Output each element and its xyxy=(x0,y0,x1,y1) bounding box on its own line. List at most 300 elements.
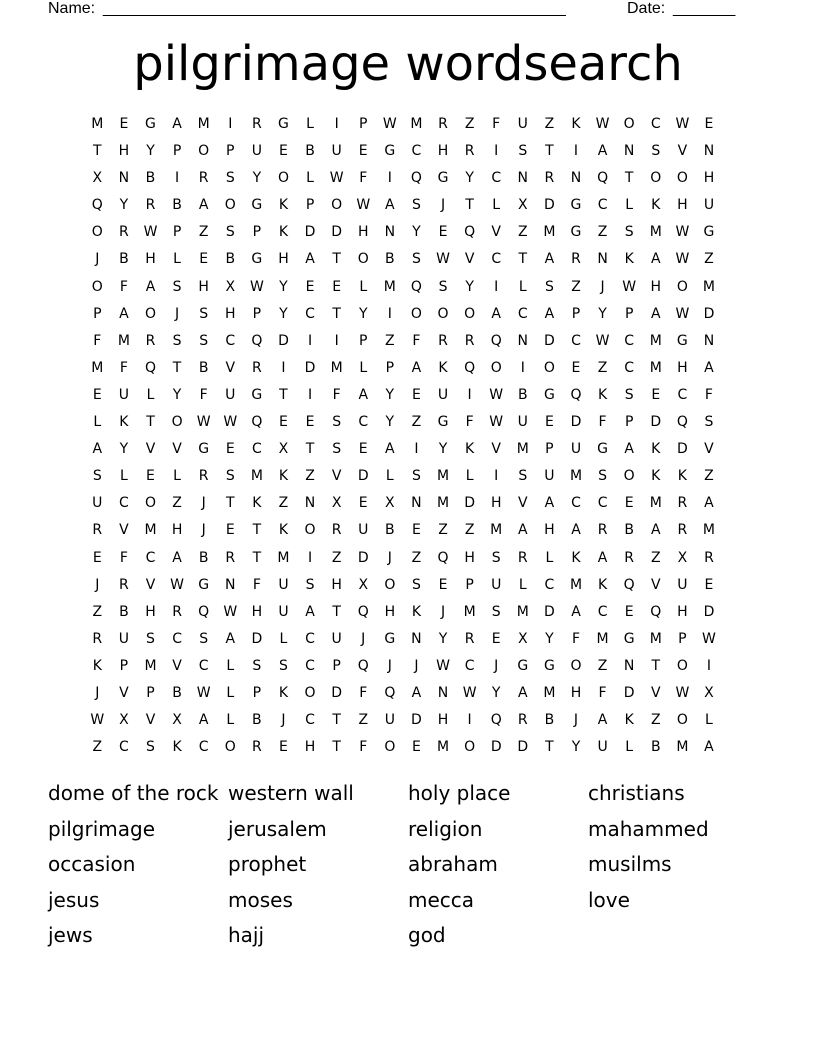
grid-letter: C xyxy=(544,576,555,593)
grid-letter: M xyxy=(702,278,715,295)
grid-letter: G xyxy=(676,332,688,349)
grid-letter: R xyxy=(597,522,608,539)
grid-letter: S xyxy=(438,278,448,295)
grid-letter: R xyxy=(704,549,714,566)
grid-letter: K xyxy=(172,739,182,756)
grid-letter: P xyxy=(571,305,581,322)
grid-letter: P xyxy=(359,332,368,349)
grid-letter: G xyxy=(198,441,210,458)
grid-letter: J xyxy=(387,657,392,674)
grid-letter: E xyxy=(491,630,501,647)
grid-letter: V xyxy=(677,143,688,160)
grid-letter: C xyxy=(119,495,129,512)
grid-letter: M xyxy=(436,739,450,756)
grid-letter: L xyxy=(306,116,314,132)
grid-letter: Z xyxy=(464,116,475,132)
grid-letter: S xyxy=(411,576,421,593)
grid-letter: V xyxy=(145,576,156,593)
grid-letter: G xyxy=(623,630,635,647)
grid-letter: S xyxy=(518,468,528,485)
grid-letter: P xyxy=(252,305,262,322)
grid-letter: M xyxy=(250,468,263,485)
grid-letter: E xyxy=(411,522,421,539)
grid-letter: R xyxy=(517,549,528,566)
grid-letter: P xyxy=(305,197,315,214)
grid-letter: R xyxy=(438,116,448,132)
grid-letter: Y xyxy=(465,170,474,187)
grid-letter: U xyxy=(225,386,236,403)
grid-letter: S xyxy=(332,414,342,431)
grid-letter: X xyxy=(358,576,369,593)
date-label: Date: xyxy=(627,0,666,17)
grid-letter: G xyxy=(251,197,263,214)
grid-letter: R xyxy=(251,116,262,132)
grid-letter: E xyxy=(92,549,102,566)
grid-letter: A xyxy=(411,684,422,701)
grid-letter: L xyxy=(146,386,155,403)
grid-letter: N xyxy=(411,495,422,512)
grid-letter: T xyxy=(332,712,341,729)
word-list-item: jews xyxy=(48,923,93,948)
grid-letter: T xyxy=(332,251,341,268)
grid-letter: R xyxy=(145,332,156,349)
word-list-item: love xyxy=(588,887,630,912)
grid-letter: R xyxy=(198,170,209,187)
grid-letter: A xyxy=(544,495,555,512)
grid-letter: C xyxy=(358,414,369,431)
grid-letter: I xyxy=(307,386,313,403)
grid-letter: O xyxy=(410,305,422,322)
grid-letter: A xyxy=(172,549,182,566)
grid-letter: C xyxy=(172,630,182,647)
grid-letter: V xyxy=(331,468,342,485)
grid-letter: D xyxy=(278,332,289,349)
grid-letter: J xyxy=(201,495,206,512)
grid-letter: Y xyxy=(438,630,448,647)
grid-letter: K xyxy=(278,224,289,241)
grid-letter: V xyxy=(119,522,129,539)
grid-letter: K xyxy=(438,359,448,376)
grid-letter: B xyxy=(385,522,395,539)
grid-letter: E xyxy=(225,522,235,539)
grid-letter: W xyxy=(675,251,690,268)
grid-letter: K xyxy=(278,684,289,701)
grid-letter: T xyxy=(146,414,155,431)
grid-letter: D xyxy=(676,441,688,458)
grid-letter: S xyxy=(491,603,501,620)
grid-letter: N xyxy=(304,495,316,512)
grid-letter: F xyxy=(119,278,128,295)
grid-letter: A xyxy=(518,522,528,539)
grid-letter: A xyxy=(225,630,236,647)
grid-letter: F xyxy=(492,116,501,132)
grid-letter: F xyxy=(119,359,128,376)
grid-letter: O xyxy=(676,170,688,187)
grid-letter: O xyxy=(623,116,635,132)
grid-letter: A xyxy=(518,684,528,701)
grid-letter: U xyxy=(331,630,342,647)
grid-letter: U xyxy=(703,197,715,214)
grid-letter: K xyxy=(92,657,102,674)
grid-letter: S xyxy=(624,224,634,241)
grid-letter: P xyxy=(119,657,129,674)
grid-letter: W xyxy=(436,657,450,674)
grid-letter: Y xyxy=(146,143,155,160)
grid-letter: Z xyxy=(571,278,581,295)
grid-letter: S xyxy=(624,386,634,403)
grid-letter: J xyxy=(175,305,180,322)
grid-letter: L xyxy=(173,251,181,268)
grid-letter: D xyxy=(623,684,635,701)
grid-letter: V xyxy=(518,495,528,512)
grid-letter: G xyxy=(597,441,608,458)
grid-letter: H xyxy=(331,576,342,593)
word-list-item: prophet xyxy=(228,852,307,877)
grid-letter: G xyxy=(278,116,289,132)
grid-letter: R xyxy=(571,251,581,268)
grid-letter: W xyxy=(436,251,450,268)
word-list-item: abraham xyxy=(408,852,498,877)
grid-letter: D xyxy=(544,332,555,349)
grid-letter: M xyxy=(144,522,157,539)
grid-letter: T xyxy=(252,549,262,566)
grid-letter: Z xyxy=(198,224,209,241)
grid-letter: Q xyxy=(650,603,662,620)
grid-letter: N xyxy=(517,332,529,349)
grid-letter: D xyxy=(304,224,316,241)
grid-letter: B xyxy=(172,684,182,701)
grid-letter: T xyxy=(332,305,341,322)
grid-letter: O xyxy=(357,251,369,268)
grid-letter: C xyxy=(145,549,156,566)
grid-letter: T xyxy=(305,441,315,458)
grid-letter: R xyxy=(119,576,129,593)
grid-letter: Y xyxy=(438,441,448,458)
grid-letter: M xyxy=(436,468,450,485)
grid-letter: G xyxy=(517,657,529,674)
grid-letter: F xyxy=(598,414,607,431)
grid-letter: E xyxy=(305,414,315,431)
grid-letter: U xyxy=(544,468,555,485)
grid-letter: B xyxy=(252,712,262,729)
grid-letter: D xyxy=(251,630,263,647)
grid-letter: Y xyxy=(279,278,288,295)
grid-letter: B xyxy=(172,197,182,214)
grid-letter: K xyxy=(624,251,634,268)
grid-letter: D xyxy=(570,414,582,431)
grid-letter: R xyxy=(677,495,688,512)
grid-letter: T xyxy=(545,143,554,160)
grid-letter: L xyxy=(545,549,554,566)
grid-letter: P xyxy=(678,630,687,647)
grid-letter: I xyxy=(414,441,419,458)
grid-letter: C xyxy=(597,495,608,512)
grid-letter: I xyxy=(175,170,180,187)
grid-letter: U xyxy=(570,441,582,458)
grid-letter: J xyxy=(387,549,392,566)
grid-letter: I xyxy=(494,468,499,485)
grid-letter: L xyxy=(359,359,368,376)
grid-letter: M xyxy=(490,522,503,539)
grid-letter: R xyxy=(544,170,555,187)
grid-letter: Q xyxy=(251,332,263,349)
grid-letter: W xyxy=(223,414,238,431)
grid-letter: F xyxy=(359,170,368,187)
word-list-item: mecca xyxy=(408,887,475,912)
grid-letter: I xyxy=(228,116,233,132)
grid-letter: C xyxy=(517,305,528,322)
grid-letter: W xyxy=(489,414,504,431)
header-line xyxy=(48,0,748,20)
grid-letter: O xyxy=(676,712,688,729)
grid-letter: Q xyxy=(198,603,210,620)
grid-letter: W xyxy=(675,684,690,701)
grid-letter: K xyxy=(278,197,289,214)
grid-letter: X xyxy=(92,170,103,187)
grid-letter: F xyxy=(704,386,713,403)
grid-letter: E xyxy=(438,224,448,241)
grid-letter: M xyxy=(649,224,662,241)
grid-letter: Q xyxy=(490,712,502,729)
grid-letter: N xyxy=(225,576,236,593)
grid-letter: N xyxy=(517,170,529,187)
grid-letter: V xyxy=(650,684,661,701)
grid-letter: T xyxy=(252,522,262,539)
grid-letter: T xyxy=(518,251,528,268)
grid-letter: M xyxy=(702,522,715,539)
grid-letter: J xyxy=(440,197,446,214)
grid-letter: O xyxy=(198,143,210,160)
grid-letter: R xyxy=(92,522,103,539)
grid-letter: S xyxy=(598,468,608,485)
grid-letter: U xyxy=(251,143,262,160)
grid-letter: D xyxy=(544,197,555,214)
grid-letter: B xyxy=(544,712,555,729)
grid-letter: H xyxy=(384,603,396,620)
grid-letter: A xyxy=(172,116,182,132)
grid-letter: I xyxy=(467,386,472,403)
grid-letter: U xyxy=(677,576,688,593)
grid-letter: H xyxy=(118,143,130,160)
grid-letter: A xyxy=(650,305,661,322)
grid-letter: E xyxy=(651,386,661,403)
grid-letter: P xyxy=(172,143,182,160)
grid-letter: W xyxy=(462,684,477,701)
grid-letter: A xyxy=(544,305,555,322)
grid-letter: M xyxy=(596,630,609,647)
grid-letter: Z xyxy=(92,739,103,756)
grid-letter: Q xyxy=(91,197,103,214)
grid-letter: L xyxy=(279,630,288,647)
grid-letter: E xyxy=(92,386,102,403)
grid-letter: U xyxy=(92,495,103,512)
grid-letter: X xyxy=(331,495,342,512)
grid-letter: G xyxy=(251,386,263,403)
grid-letter: M xyxy=(569,468,583,485)
grid-letter: R xyxy=(172,603,182,620)
grid-letter: K xyxy=(119,414,129,431)
grid-letter: B xyxy=(198,359,209,376)
grid-letter: K xyxy=(677,468,687,485)
grid-letter: Q xyxy=(597,170,609,187)
grid-letter: D xyxy=(650,414,662,431)
grid-letter: S xyxy=(172,332,182,349)
grid-letter: Z xyxy=(358,712,369,729)
grid-letter: H xyxy=(171,522,183,539)
grid-letter: L xyxy=(518,576,527,593)
grid-letter: E xyxy=(305,278,315,295)
grid-letter: M xyxy=(383,278,396,295)
grid-letter: Z xyxy=(331,549,342,566)
word-list-item: dome of the rock xyxy=(48,781,219,805)
grid-letter: L xyxy=(518,278,527,295)
grid-letter: S xyxy=(411,197,421,214)
grid-letter: V xyxy=(225,359,236,376)
grid-letter: S xyxy=(92,468,102,485)
grid-letter: F xyxy=(93,332,102,349)
grid-letter: O xyxy=(144,495,156,512)
grid-letter: K xyxy=(597,386,608,403)
grid-letter: Z xyxy=(704,468,714,485)
grid-letter: Z xyxy=(411,414,422,431)
grid-letter: Y xyxy=(252,170,262,187)
grid-letter: L xyxy=(119,468,128,485)
grid-letter: N xyxy=(118,170,130,187)
grid-letter: R xyxy=(464,143,475,160)
grid-letter: L xyxy=(385,468,394,485)
grid-letter: H xyxy=(677,603,688,620)
grid-letter: Y xyxy=(598,305,607,322)
grid-letter: G xyxy=(570,224,582,241)
grid-letter: T xyxy=(545,739,554,756)
grid-letter: A xyxy=(198,712,209,729)
grid-letter: E xyxy=(411,739,421,756)
grid-letter: F xyxy=(359,684,368,701)
grid-letter: Z xyxy=(597,224,608,241)
grid-letter: O xyxy=(543,359,555,376)
grid-letter: W xyxy=(675,305,690,322)
grid-letter: A xyxy=(597,712,608,729)
grid-letter: M xyxy=(277,549,290,566)
grid-letter: E xyxy=(438,576,448,593)
grid-letter: D xyxy=(544,603,555,620)
grid-letter: E xyxy=(358,143,368,160)
grid-letter: H xyxy=(437,143,449,160)
grid-letter: R xyxy=(145,197,156,214)
grid-letter: B xyxy=(385,251,395,268)
grid-letter: M xyxy=(649,630,662,647)
grid-letter: L xyxy=(226,657,235,674)
grid-letter: L xyxy=(173,468,181,485)
grid-letter: S xyxy=(172,278,182,295)
grid-letter: N xyxy=(703,143,715,160)
grid-letter: B xyxy=(225,251,236,268)
grid-letter: S xyxy=(225,224,235,241)
grid-letter: D xyxy=(490,739,502,756)
grid-letter: O xyxy=(91,278,103,295)
grid-letter: L xyxy=(359,278,368,295)
grid-letter: S xyxy=(704,414,714,431)
grid-letter: E xyxy=(332,278,342,295)
grid-letter: H xyxy=(145,603,156,620)
grid-letter: D xyxy=(411,712,422,729)
grid-letter: Y xyxy=(119,197,129,214)
grid-letter: Q xyxy=(490,332,502,349)
grid-letter: Y xyxy=(571,739,581,756)
grid-letter: M xyxy=(543,224,556,241)
grid-letter: I xyxy=(573,143,579,160)
name-blank: ____________________________________________________ xyxy=(103,0,566,17)
grid-letter: F xyxy=(571,630,581,647)
grid-letter: Z xyxy=(278,495,289,512)
grid-letter: A xyxy=(119,305,129,322)
word-list-item: jerusalem xyxy=(228,816,327,841)
grid-letter: X xyxy=(518,197,528,214)
grid-letter: J xyxy=(494,657,499,674)
grid-letter: L xyxy=(226,684,235,701)
grid-letter: U xyxy=(517,414,528,431)
grid-letter: S xyxy=(411,468,421,485)
word-list-item: western wall xyxy=(228,781,354,805)
grid-letter: G xyxy=(251,251,263,268)
grid-letter: H xyxy=(703,170,715,187)
grid-letter: K xyxy=(278,522,289,539)
grid-letter: F xyxy=(332,386,341,403)
grid-letter: C xyxy=(305,657,315,674)
grid-letter: U xyxy=(597,739,608,756)
grid-letter: W xyxy=(489,386,504,403)
grid-letter: O xyxy=(304,522,316,539)
grid-letter: K xyxy=(651,197,661,214)
grid-letter: P xyxy=(172,224,182,241)
grid-letter: C xyxy=(571,332,581,349)
grid-letter: G xyxy=(437,414,449,431)
grid-letter: E xyxy=(411,386,421,403)
grid-letter: Q xyxy=(410,278,422,295)
grid-letter: L xyxy=(625,197,634,214)
grid-letter: E xyxy=(119,116,129,132)
grid-letter: O xyxy=(676,657,688,674)
grid-letter: D xyxy=(357,549,369,566)
grid-letter: P xyxy=(624,414,634,431)
grid-letter: W xyxy=(223,603,238,620)
grid-letter: A xyxy=(704,739,714,756)
grid-letter: E xyxy=(279,739,288,756)
grid-letter: E xyxy=(544,414,554,431)
grid-letter: H xyxy=(677,197,688,214)
grid-letter: O xyxy=(224,739,236,756)
grid-letter: X xyxy=(704,684,714,701)
grid-letter: W xyxy=(356,197,371,214)
grid-letter: F xyxy=(412,332,421,349)
grid-letter: Z xyxy=(172,495,182,512)
word-list-item: occasion xyxy=(48,852,136,877)
grid-letter: D xyxy=(464,495,475,512)
grid-letter: V xyxy=(491,224,501,241)
grid-letter: O xyxy=(91,224,103,241)
grid-letter: J xyxy=(414,657,419,674)
word-list-item: moses xyxy=(228,887,293,912)
grid-letter: W xyxy=(595,116,610,132)
grid-letter: M xyxy=(649,495,662,512)
grid-letter: K xyxy=(465,441,475,458)
grid-letter: A xyxy=(358,386,369,403)
grid-letter: G xyxy=(543,386,555,403)
grid-letter: W xyxy=(675,116,690,132)
grid-letter: Q xyxy=(251,414,263,431)
grid-letter: C xyxy=(411,143,422,160)
page-title: pilgrimage wordsearch xyxy=(133,36,683,92)
